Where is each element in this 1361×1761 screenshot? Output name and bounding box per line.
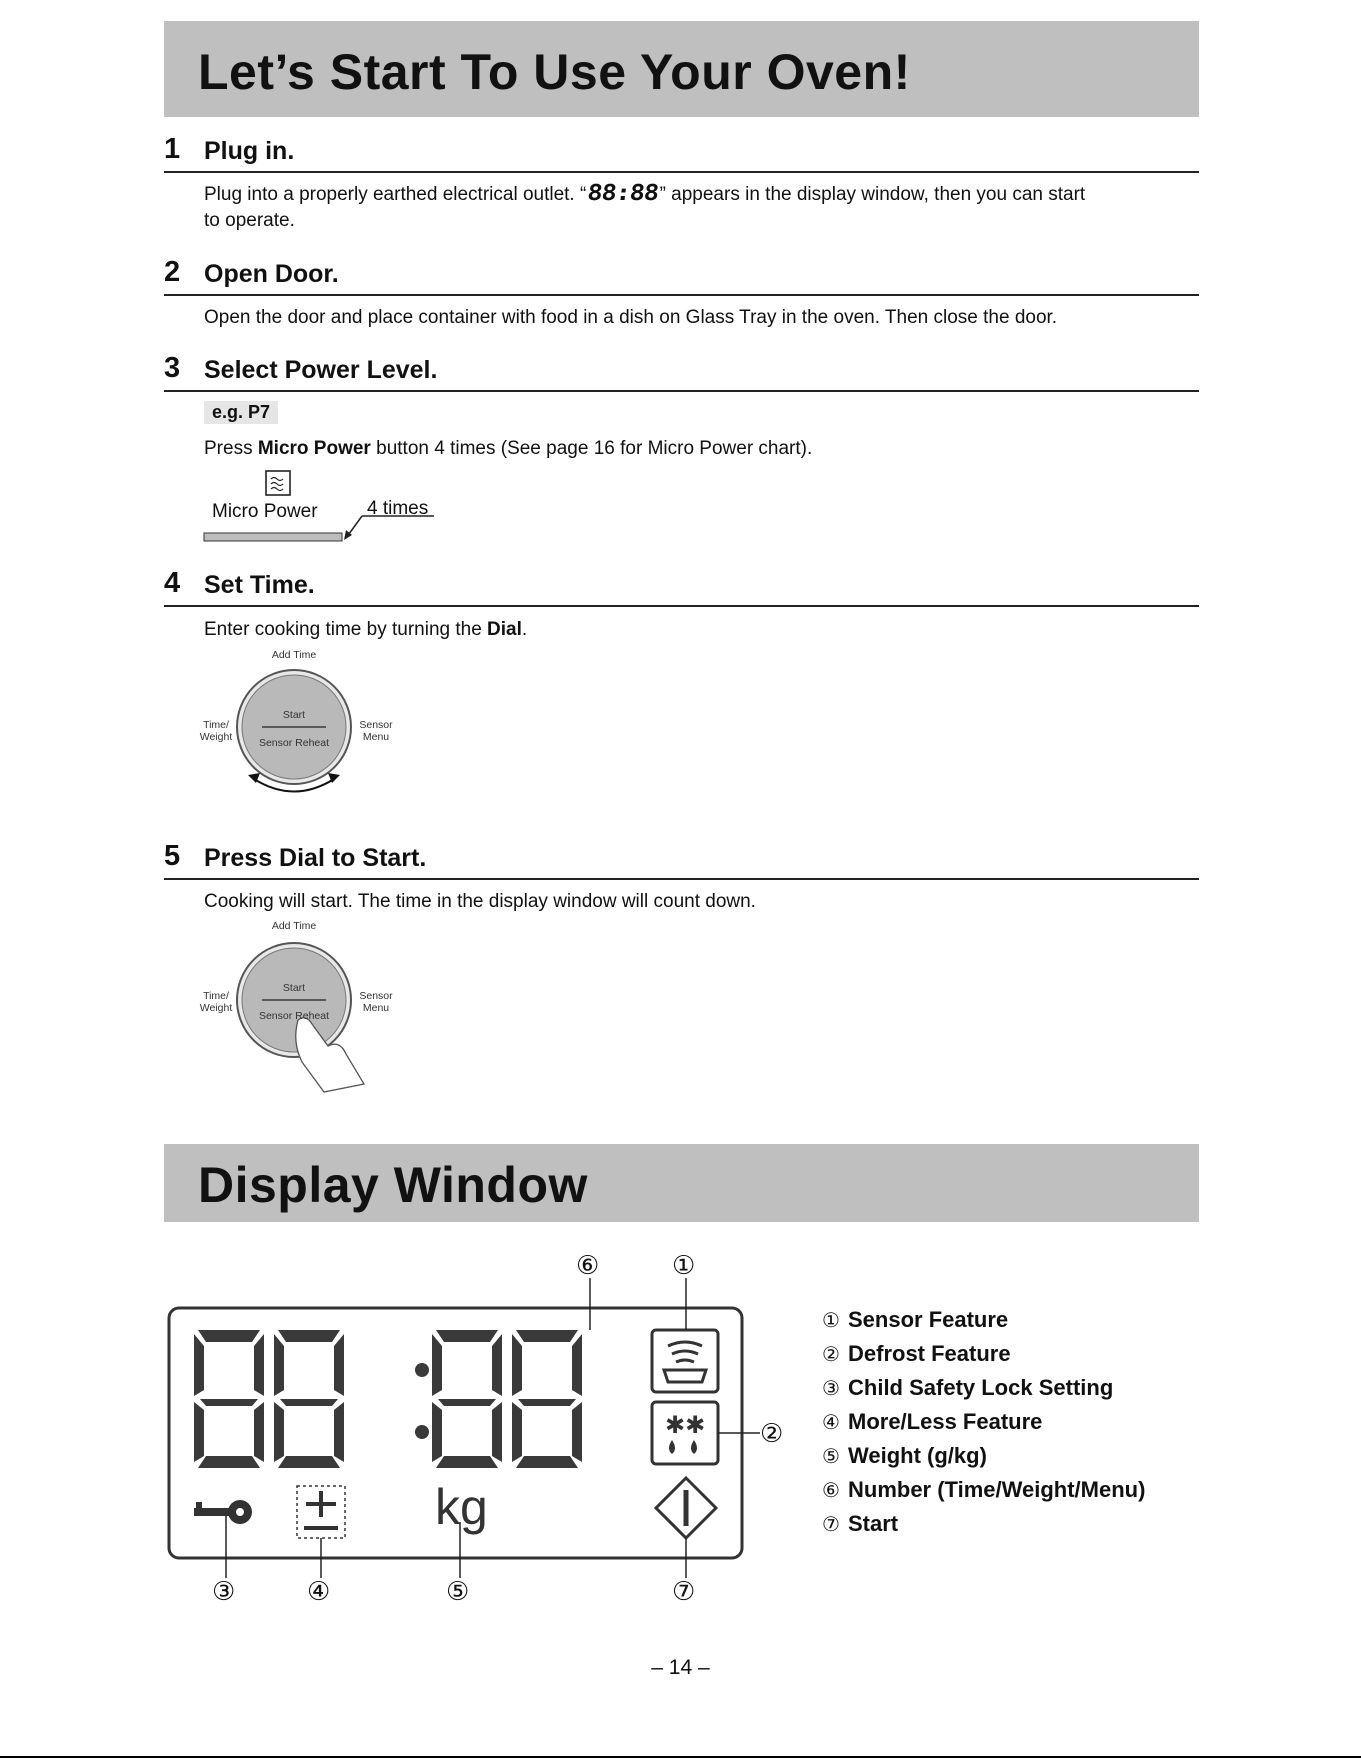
text-segment: Press bbox=[204, 438, 258, 459]
section-banner-start bbox=[164, 21, 1199, 117]
dial-label-left: Time/ Weight bbox=[199, 719, 233, 743]
callout-4: ④ bbox=[307, 1576, 331, 1606]
legend-label: Start bbox=[848, 1511, 899, 1536]
dial-label-right: Sensor Menu bbox=[359, 719, 393, 743]
step-1-text bbox=[204, 181, 1085, 234]
step-number: 4 bbox=[164, 567, 181, 599]
step-number: 2 bbox=[164, 256, 181, 288]
step-5-text: Cooking will start. The time in the display window will count down. bbox=[204, 891, 756, 912]
display-window-diagram bbox=[160, 1250, 800, 1605]
dial-label-right: Sensor Menu bbox=[359, 990, 393, 1014]
text-bold: Dial bbox=[487, 619, 522, 640]
step-2-text: Open the door and place container with food in a dish on Glass Tray in the oven. Then close the door. bbox=[204, 307, 1058, 328]
callout-2: ② bbox=[760, 1418, 784, 1448]
bottom-rule bbox=[0, 1756, 1361, 1758]
legend-num: ⑦ bbox=[822, 1514, 840, 1536]
legend-label: More/Less Feature bbox=[848, 1409, 1043, 1434]
text-segment: Enter cooking time by turning the bbox=[204, 619, 488, 640]
text-segment: button 4 times (See page 16 for Micro Power chart). bbox=[370, 438, 813, 459]
dial-label-top: Add Time bbox=[271, 920, 317, 932]
step-title: Open Door. bbox=[204, 260, 339, 288]
display-symbol-icon: 88:88 bbox=[586, 181, 660, 206]
legend-label: Weight (g/kg) bbox=[848, 1443, 987, 1468]
text-segment: . bbox=[521, 619, 528, 640]
legend-item bbox=[822, 1511, 898, 1537]
step-title: Select Power Level. bbox=[204, 356, 438, 384]
legend-num: ③ bbox=[822, 1378, 840, 1400]
step-number: 1 bbox=[164, 133, 181, 165]
example-badge: e.g. P7 bbox=[204, 401, 278, 424]
step-title: Press Dial to Start. bbox=[204, 844, 427, 872]
step-number: 5 bbox=[164, 840, 181, 872]
legend-num: ① bbox=[822, 1310, 840, 1332]
step-3-text bbox=[204, 436, 812, 462]
legend-label: Sensor Feature bbox=[848, 1307, 1009, 1332]
dial-label-top: Add Time bbox=[271, 649, 317, 661]
dial-graphic bbox=[194, 920, 394, 1095]
legend-item bbox=[822, 1375, 1113, 1401]
step-2-header bbox=[164, 256, 1199, 296]
defrost-feature-icon bbox=[652, 1402, 718, 1464]
dial-illustration-turn bbox=[194, 649, 394, 799]
text-segment: to operate. bbox=[204, 210, 295, 231]
section-title-start: Let’s Start To Use Your Oven! bbox=[198, 44, 911, 100]
legend-item bbox=[822, 1307, 1008, 1333]
micro-power-button: Micro Power bbox=[212, 501, 318, 522]
step-4-header bbox=[164, 567, 1199, 607]
dial-graphic bbox=[194, 649, 394, 799]
step-3-header bbox=[164, 352, 1199, 392]
weight-unit: kg bbox=[435, 1479, 488, 1535]
step-5-header bbox=[164, 840, 1199, 880]
callout-6: ⑥ bbox=[576, 1250, 600, 1280]
step-title: Plug in. bbox=[204, 137, 295, 165]
legend-num: ⑤ bbox=[822, 1446, 840, 1468]
times-label: 4 times bbox=[367, 498, 429, 519]
micro-power-illustration bbox=[202, 468, 442, 548]
text-segment: Plug into a properly earthed electrical outlet. “ bbox=[204, 184, 587, 205]
text-segment: ” appears in the display window, then you can start bbox=[659, 184, 1086, 205]
dial-center-top: Start bbox=[282, 982, 306, 994]
step-4-text bbox=[204, 617, 527, 643]
callout-7: ⑦ bbox=[672, 1576, 696, 1606]
section-banner-display bbox=[164, 1144, 1199, 1222]
legend-item bbox=[822, 1477, 1145, 1503]
legend-num: ④ bbox=[822, 1412, 840, 1434]
dial-illustration-press bbox=[194, 920, 394, 1095]
lcd-graphic bbox=[160, 1250, 800, 1605]
legend-item bbox=[822, 1409, 1042, 1435]
dial-center-bottom: Sensor Reheat bbox=[258, 737, 330, 749]
legend-num: ② bbox=[822, 1344, 840, 1366]
callout-3: ③ bbox=[212, 1576, 236, 1606]
dial-label-left: Time/ Weight bbox=[199, 990, 233, 1014]
svg-text:✱✱: ✱✱ bbox=[665, 1411, 706, 1439]
legend-label: Number (Time/Weight/Menu) bbox=[848, 1477, 1146, 1502]
dial-center-bottom: Sensor Reheat bbox=[258, 1010, 330, 1022]
step-number: 3 bbox=[164, 352, 181, 384]
step-1-header bbox=[164, 133, 1199, 173]
step-title: Set Time. bbox=[204, 571, 315, 599]
legend-label: Child Safety Lock Setting bbox=[848, 1375, 1114, 1400]
text-bold: Micro Power bbox=[257, 438, 371, 459]
callout-5: ⑤ bbox=[446, 1576, 470, 1606]
dial-center-top: Start bbox=[282, 709, 306, 721]
section-title-display: Display Window bbox=[198, 1157, 588, 1213]
legend-label: Defrost Feature bbox=[848, 1341, 1011, 1366]
callout-1: ① bbox=[672, 1250, 696, 1280]
legend-item bbox=[822, 1341, 1011, 1367]
page-number: – 14 – bbox=[651, 1656, 710, 1679]
sensor-feature-icon bbox=[652, 1330, 718, 1392]
legend-item bbox=[822, 1443, 987, 1469]
legend-num: ⑥ bbox=[822, 1480, 840, 1502]
